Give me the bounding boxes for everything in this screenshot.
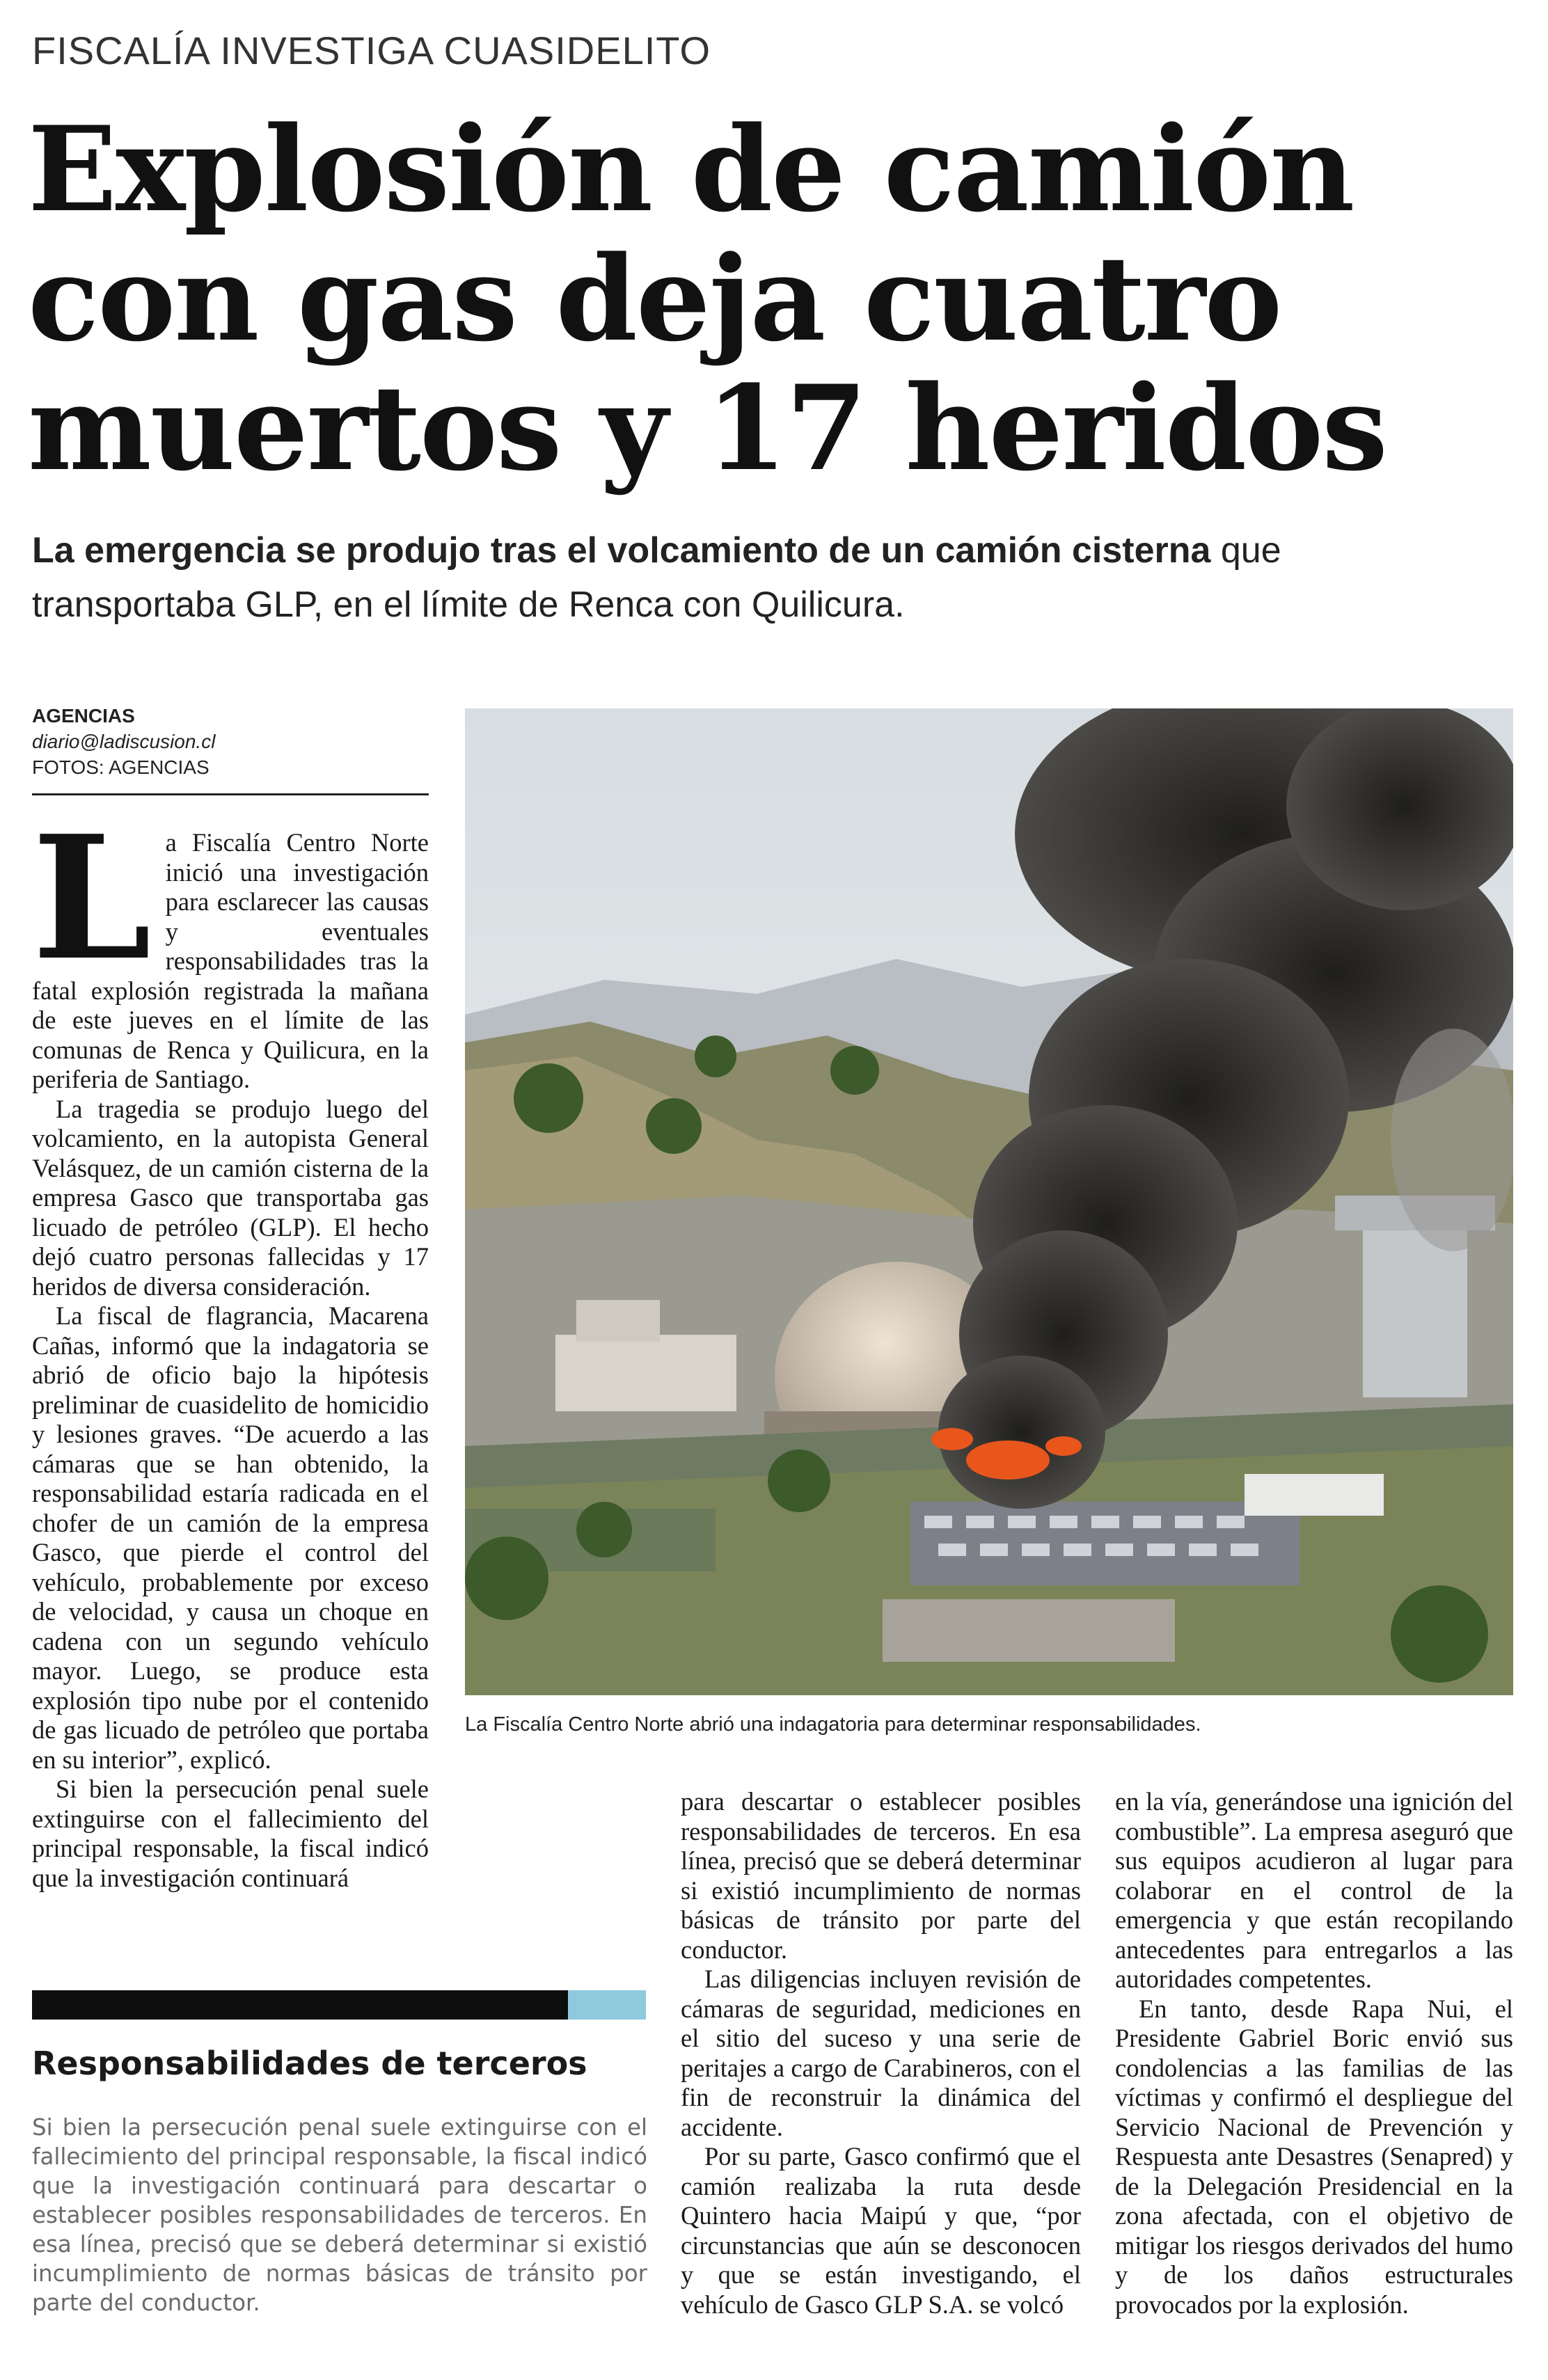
kicker: FISCALÍA INVESTIGA CUASIDELITO: [32, 29, 711, 72]
article-column-2: [681, 1787, 1081, 2319]
sidebar-bar: [32, 1990, 568, 2020]
paragraph: Las diligencias incluyen revisión de cámaras de seguridad, mediciones en el sitio del suceso y una serie de peritajes a cargo de Carabineros, con el fin de reconstruir la dinámica del accidente.: [681, 1965, 1081, 2141]
sidebar-title: Responsabilidades de terceros: [32, 2045, 587, 2082]
sidebar-text: Si bien la persecución penal suele extinguirse con el fallecimiento del principal responsable, la fiscal indicó que la investigación continuará para descartar o establecer posibles responsabilidades de terceros. En esa línea, precisó que se deberá determinar si existió incumplimiento de normas básicas de tránsito por parte del conductor.: [32, 2114, 647, 2316]
byline-rule: [32, 793, 429, 795]
article-column-1: [32, 798, 429, 1893]
paragraph: en la vía, generándose una ignición del combustible”. La empresa aseguró que sus equipos acudieron al lugar para colaborar en el control de la emergencia y que están recopilando antecedentes para entregarlos a las autoridades competentes.: [1115, 1787, 1513, 1993]
headline: Explosión de camión con gas deja cuatro muertos y 17 heridos: [28, 100, 1387, 497]
paragraph: Si bien la persecución penal suele extinguirse con el fallecimiento del principal responsable, la fiscal indicó que la investigación continuará: [32, 1775, 429, 1892]
article-column-3: [1115, 1787, 1513, 2319]
paragraph: para descartar o establecer posibles responsabilidades de terceros. En esa línea, precisó que se deberá determinar si existió incumplimiento de normas básicas de tránsito por parte del conductor.: [681, 1787, 1081, 1964]
paragraph: La fiscal de flagrancia, Macarena Cañas, informó que la indagatoria se abrió de oficio bajo la hipótesis preliminar de cuasidelito de homicidio y lesiones graves. “De acuerdo a las cámaras que se han obtenido, la responsabilidad estaría radicada en el chofer de un camión de la empresa Gasco, que pierde el control del vehículo, probablemente por exceso de velocidad, y causa un choque en cadena con un segundo vehículo mayor. Luego, se produce esta explosión tipo nube por el contenido de gas licuado de petróleo que portaba en su interior”, explicó.: [32, 1301, 429, 1774]
deck: [32, 523, 1494, 632]
photo-caption: La Fiscalía Centro Norte abrió una indagatoria para determinar responsabilidades.: [465, 1713, 1201, 1736]
byline: [32, 703, 429, 780]
sidebar-accent-bar: [568, 1990, 646, 2020]
news-photo: [465, 708, 1513, 1695]
deck-rest: que transportaba GLP, en el límite de Renca con Quilicura.: [32, 530, 1281, 625]
drop-cap: L: [32, 798, 152, 998]
byline-email[interactable]: diario@ladiscusion.cl: [32, 731, 216, 752]
byline-agency: AGENCIAS: [32, 705, 135, 727]
paragraph: En tanto, desde Rapa Nui, el Presidente Gabriel Boric envió sus condolencias a las familias de las víctimas y confirmó el despliegue del Servicio Nacional de Prevención y Respuesta ante Desastres (Senapred) y de la Delegación Presidencial en la zona afectada, con el objetivo de mitigar los riesgos derivados del humo y de los daños estructurales provocados por la explosión.: [1115, 1994, 1513, 2319]
paragraph: La tragedia se produjo luego del volcamiento, en la autopista General Velásquez, de un camión cisterna de la empresa Gasco que transportaba gas licuado de petróleo (GLP). El hecho dejó cuatro personas fallecidas y 17 heridos de diversa consideración.: [32, 1094, 429, 1301]
paragraph-lead: La Fiscalía Centro Norte inició una investigación para esclarecer las causas y eventuales responsabilidades tras la fatal explosión registrada la mañana de este jueves en el límite de las comunas de Renca y Quilicura, en la periferia de Santiago.: [32, 798, 429, 1093]
deck-bold: La emergencia se produjo tras el volcamiento de un camión cisterna: [32, 530, 1211, 571]
byline-photos: FOTOS: AGENCIAS: [32, 756, 210, 778]
paragraph: Por su parte, Gasco confirmó que el camión realizaba la ruta desde Quintero hacia Maipú y que, “por circunstancias que aún se desconocen y que se están investigando, el vehículo de Gasco GLP S.A. se volcó: [681, 2142, 1081, 2319]
